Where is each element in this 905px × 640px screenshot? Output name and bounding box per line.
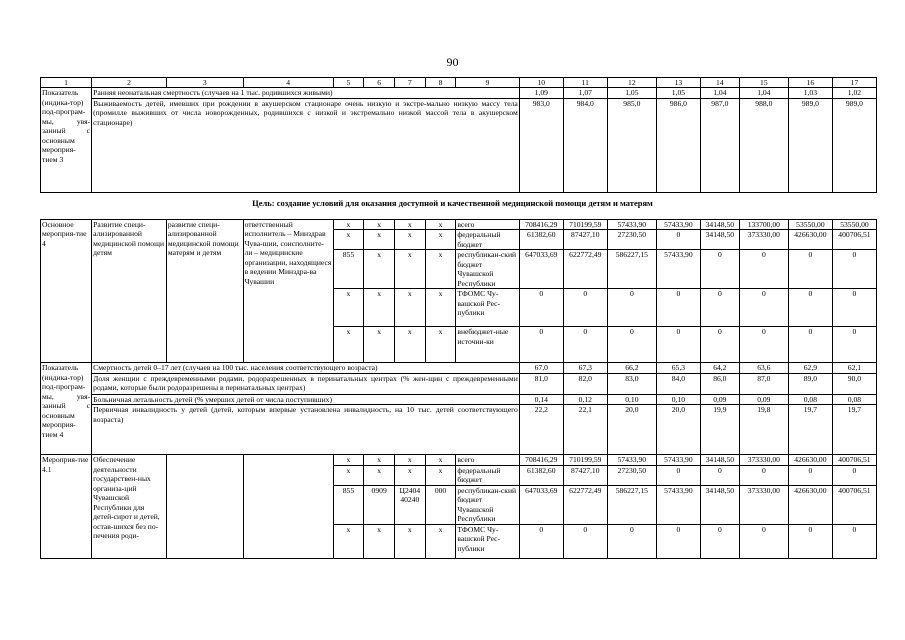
column-number: 7 <box>394 78 425 88</box>
value-cell: 62,9 <box>788 363 832 373</box>
funding-source: республикан-ский бюджет Чувашской Республики <box>456 250 519 289</box>
indicator-row <box>41 394 877 404</box>
header-row <box>41 78 877 88</box>
value-cell: 0,09 <box>700 394 739 404</box>
budget-code-cell: x <box>364 230 395 250</box>
amount-cell: 0 <box>739 289 788 327</box>
value-cell: 67,3 <box>563 363 607 373</box>
budget-code-cell: x <box>364 465 395 485</box>
value-cell: 19,9 <box>700 405 739 455</box>
amount-cell: 0 <box>700 289 739 327</box>
budget-code-cell: x <box>364 455 395 465</box>
amount-cell: 0 <box>788 524 832 558</box>
value-cell: 989,0 <box>832 98 876 193</box>
column-number: 14 <box>700 78 739 88</box>
budget-code-cell: 000 <box>425 485 456 524</box>
budget-code-cell: x <box>425 327 456 363</box>
budget-code-cell: x <box>364 524 395 558</box>
amount-cell: 133700,00 <box>739 220 788 230</box>
budget-code-cell: x <box>394 230 425 250</box>
value-cell: 22,1 <box>563 405 607 455</box>
amount-cell: 57433,90 <box>607 220 656 230</box>
amount-cell: 426630,00 <box>788 230 832 250</box>
value-cell: 82,0 <box>563 373 607 394</box>
amount-cell: 373330,00 <box>739 485 788 524</box>
budget-code-cell: x <box>425 455 456 465</box>
value-cell: 983,0 <box>519 98 563 193</box>
indicator-text: Первичная инвалидность у детей (детей, которым впервые установлена инвалидность, на 10 тыс. детей соответствующего возраста) <box>92 405 520 455</box>
value-cell: 20,0 <box>607 405 656 455</box>
amount-cell: 34148,50 <box>700 455 739 465</box>
column-number: 11 <box>563 78 607 88</box>
budget-code-cell: x <box>333 465 364 485</box>
funding-row <box>41 220 877 230</box>
budget-code-cell: x <box>364 289 395 327</box>
value-cell: 81,0 <box>519 373 563 394</box>
budget-code-cell: x <box>394 524 425 558</box>
amount-cell: 0 <box>700 524 739 558</box>
value-cell: 63,6 <box>739 363 788 373</box>
funding-row <box>41 455 877 465</box>
amount-cell: 373330,00 <box>739 230 788 250</box>
indicator-text: Доля женщин с преждевременными родами, родоразрешенных в перинатальных центрах (% жен-щин с преждевременными родами, которые были родоразрешены в перинатальных центрах) <box>92 373 520 394</box>
value-cell: 1,02 <box>832 88 876 98</box>
activity-target: развитие специ-ализированной медицинской помощи матерям и детям <box>166 220 243 363</box>
budget-code-cell: x <box>394 220 425 230</box>
indicator-row <box>41 363 877 373</box>
funding-source: ТФОМС Чу-вашской Рес-публики <box>456 524 519 558</box>
value-cell: 1,07 <box>563 88 607 98</box>
amount-cell: 400706,51 <box>832 230 876 250</box>
budget-code-cell: x <box>333 220 364 230</box>
amount-cell: 0 <box>832 250 876 289</box>
budget-code-cell: x <box>425 289 456 327</box>
amount-cell: 61382,60 <box>519 465 563 485</box>
value-cell: 1,09 <box>519 88 563 98</box>
activity-executor <box>243 455 333 558</box>
amount-cell: 0 <box>700 465 739 485</box>
budget-code-cell: x <box>364 327 395 363</box>
amount-cell: 0 <box>739 327 788 363</box>
indicator-row <box>41 373 877 394</box>
budget-code-cell: x <box>425 220 456 230</box>
indicator-table-top <box>40 77 877 193</box>
budget-code-cell: x <box>333 327 364 363</box>
value-cell: 86,0 <box>700 373 739 394</box>
value-cell: 1,03 <box>788 88 832 98</box>
column-number: 1 <box>41 78 92 88</box>
value-cell: 84,0 <box>656 373 700 394</box>
amount-cell: 61382,60 <box>519 230 563 250</box>
budget-code-cell: x <box>394 289 425 327</box>
value-cell: 985,0 <box>607 98 656 193</box>
value-cell: 0,09 <box>739 394 788 404</box>
amount-cell: 53550,00 <box>788 220 832 230</box>
value-cell: 988,0 <box>739 98 788 193</box>
amount-cell: 0 <box>656 465 700 485</box>
value-cell: 989,0 <box>788 98 832 193</box>
amount-cell: 0 <box>788 250 832 289</box>
amount-cell: 87427,10 <box>563 465 607 485</box>
value-cell: 20,0 <box>656 405 700 455</box>
amount-cell: 57433,90 <box>656 250 700 289</box>
amount-cell: 87427,10 <box>563 230 607 250</box>
value-cell: 19,7 <box>788 405 832 455</box>
indicator-text: Выживаемость детей, имевших при рождении в акушерском стационаре очень низкую и экстре-мально низкую массу тела (промилле выживших от числа новорожденных, родившихся с низкой и экстремально низкой массой тела в акушерском стационаре) <box>92 98 520 193</box>
amount-cell: 0 <box>656 289 700 327</box>
amount-cell: 0 <box>832 524 876 558</box>
amount-cell: 426630,00 <box>788 485 832 524</box>
budget-code-cell: Ц2404 40240 <box>394 485 425 524</box>
value-cell: 83,0 <box>607 373 656 394</box>
indicator-row <box>41 405 877 455</box>
indicator-text: Смертность детей 0–17 лет (случаев на 100 тыс. населения соответствующего возраста) <box>92 363 520 373</box>
funding-source: федеральный бюджет <box>456 465 519 485</box>
indicator-text: Больничная летальность детей (% умерших детей от числа поступивших) <box>92 394 520 404</box>
value-cell: 87,0 <box>739 373 788 394</box>
budget-code-cell: x <box>333 289 364 327</box>
column-number: 13 <box>656 78 700 88</box>
value-cell: 67,0 <box>519 363 563 373</box>
amount-cell: 710199,59 <box>563 220 607 230</box>
amount-cell: 0 <box>788 465 832 485</box>
column-number: 9 <box>456 78 519 88</box>
amount-cell: 34148,50 <box>700 220 739 230</box>
value-cell: 0,10 <box>656 394 700 404</box>
activity-type: Мероприя-тие 4.1 <box>41 455 92 558</box>
amount-cell: 0 <box>700 250 739 289</box>
amount-cell: 708416,29 <box>519 455 563 465</box>
indicator-text: Ранняя неонатальная смертность (случаев на 1 тыс. родившихся живыми) <box>92 88 520 98</box>
goal-heading: Цель: создание условий для оказания доступной и качественной медицинской помощи детям и матерям <box>252 198 653 208</box>
budget-code-cell: 855 <box>333 485 364 524</box>
budget-code-cell: x <box>364 250 395 289</box>
value-cell: 1,04 <box>739 88 788 98</box>
budget-code-cell: x <box>394 250 425 289</box>
value-cell: 987,0 <box>700 98 739 193</box>
value-cell: 0,12 <box>563 394 607 404</box>
column-number: 6 <box>364 78 395 88</box>
amount-cell: 622772,49 <box>563 485 607 524</box>
activity-target <box>166 455 243 558</box>
budget-code-cell: x <box>425 250 456 289</box>
value-cell: 90,0 <box>832 373 876 394</box>
amount-cell: 0 <box>519 289 563 327</box>
amount-cell: 0 <box>656 230 700 250</box>
budget-code-cell: x <box>333 455 364 465</box>
amount-cell: 0 <box>607 289 656 327</box>
activity-table <box>40 219 877 559</box>
column-number: 16 <box>788 78 832 88</box>
amount-cell: 0 <box>607 327 656 363</box>
value-cell: 0,08 <box>832 394 876 404</box>
budget-code-cell: x <box>333 230 364 250</box>
column-number: 10 <box>519 78 563 88</box>
amount-cell: 0 <box>519 327 563 363</box>
column-number: 5 <box>333 78 364 88</box>
value-cell: 19,7 <box>832 405 876 455</box>
budget-code-cell: x <box>425 524 456 558</box>
activity-executor: ответственный исполнитель – Минздрав Чува-шии, соисполните-ли – медицинские организации, находящиеся в ведении Минздра-ва Чувашии <box>243 220 333 363</box>
amount-cell: 586227,15 <box>607 485 656 524</box>
amount-cell: 710199,59 <box>563 455 607 465</box>
amount-cell: 0 <box>700 327 739 363</box>
page-number: 90 <box>446 55 459 69</box>
funding-source: федеральный бюджет <box>456 230 519 250</box>
amount-cell: 57433,90 <box>607 455 656 465</box>
indicator-row <box>41 88 877 98</box>
amount-cell: 647033,69 <box>519 485 563 524</box>
amount-cell: 0 <box>739 250 788 289</box>
amount-cell: 0 <box>832 327 876 363</box>
budget-code-cell: x <box>394 465 425 485</box>
value-cell: 1,05 <box>607 88 656 98</box>
budget-code-cell: x <box>394 327 425 363</box>
amount-cell: 57433,90 <box>656 455 700 465</box>
amount-cell: 57433,90 <box>656 485 700 524</box>
indicator-row <box>41 98 877 193</box>
value-cell: 62,1 <box>832 363 876 373</box>
value-cell: 986,0 <box>656 98 700 193</box>
funding-source: внебюджет-ные источни-ки <box>456 327 519 363</box>
budget-code-cell: x <box>333 524 364 558</box>
activity-name: Развитие специ-ализированной медицинской помощи детям <box>92 220 167 363</box>
column-number: 4 <box>243 78 333 88</box>
amount-cell: 647033,69 <box>519 250 563 289</box>
activity-type: Основное мероприя-тие 4 <box>41 220 92 363</box>
amount-cell: 57433,90 <box>656 220 700 230</box>
funding-source: всего <box>456 455 519 465</box>
value-cell: 64,2 <box>700 363 739 373</box>
column-number: 8 <box>425 78 456 88</box>
budget-code-cell: x <box>364 220 395 230</box>
amount-cell: 0 <box>519 524 563 558</box>
amount-cell: 426630,00 <box>788 455 832 465</box>
value-cell: 65,3 <box>656 363 700 373</box>
column-number: 12 <box>607 78 656 88</box>
value-cell: 22,2 <box>519 405 563 455</box>
amount-cell: 0 <box>607 524 656 558</box>
activity-name: Обеспечение деятельности государствен-ных организа-ций Чувашской Республики для детей-сирот и детей, остав-шихся без по-печения роди- <box>92 455 167 558</box>
amount-cell: 0 <box>563 289 607 327</box>
value-cell: 19,8 <box>739 405 788 455</box>
amount-cell: 400706,51 <box>832 455 876 465</box>
column-number: 2 <box>92 78 167 88</box>
amount-cell: 0 <box>832 465 876 485</box>
amount-cell: 0 <box>788 289 832 327</box>
funding-source: ТФОМС Чу-вашской Рес-публики <box>456 289 519 327</box>
value-cell: 1,04 <box>700 88 739 98</box>
budget-code-cell: 0909 <box>364 485 395 524</box>
amount-cell: 586227,15 <box>607 250 656 289</box>
amount-cell: 0 <box>656 327 700 363</box>
column-number: 17 <box>832 78 876 88</box>
amount-cell: 34148,50 <box>700 485 739 524</box>
budget-code-cell: x <box>425 465 456 485</box>
value-cell: 0,08 <box>788 394 832 404</box>
value-cell: 0,14 <box>519 394 563 404</box>
amount-cell: 27230,50 <box>607 465 656 485</box>
value-cell: 0,10 <box>607 394 656 404</box>
amount-cell: 708416,29 <box>519 220 563 230</box>
amount-cell: 0 <box>788 327 832 363</box>
amount-cell: 400706,51 <box>832 485 876 524</box>
amount-cell: 27230,50 <box>607 230 656 250</box>
amount-cell: 0 <box>739 524 788 558</box>
amount-cell: 0 <box>832 289 876 327</box>
funding-source: республикан-ский бюджет Чувашской Республики <box>456 485 519 524</box>
amount-cell: 0 <box>563 327 607 363</box>
value-cell: 66,2 <box>607 363 656 373</box>
amount-cell: 53550,00 <box>832 220 876 230</box>
amount-cell: 373330,00 <box>739 455 788 465</box>
amount-cell: 0 <box>563 524 607 558</box>
column-number: 15 <box>739 78 788 88</box>
indicator-label: Показатель (индика-тор) под-програм-мы, увя-занный с основным мероприя-тием 4 <box>41 363 92 455</box>
value-cell: 984,0 <box>563 98 607 193</box>
budget-code-cell: 855 <box>333 250 364 289</box>
value-cell: 1,05 <box>656 88 700 98</box>
budget-code-cell: x <box>394 455 425 465</box>
amount-cell: 34148,50 <box>700 230 739 250</box>
value-cell: 89,0 <box>788 373 832 394</box>
budget-code-cell: x <box>425 230 456 250</box>
funding-source: всего <box>456 220 519 230</box>
column-number: 3 <box>166 78 243 88</box>
indicator-label: Показатель (индика-тор) под-програм-мы, увя-занный с основным мероприя-тием 3 <box>41 88 92 193</box>
amount-cell: 622772,49 <box>563 250 607 289</box>
amount-cell: 0 <box>739 465 788 485</box>
amount-cell: 0 <box>656 524 700 558</box>
